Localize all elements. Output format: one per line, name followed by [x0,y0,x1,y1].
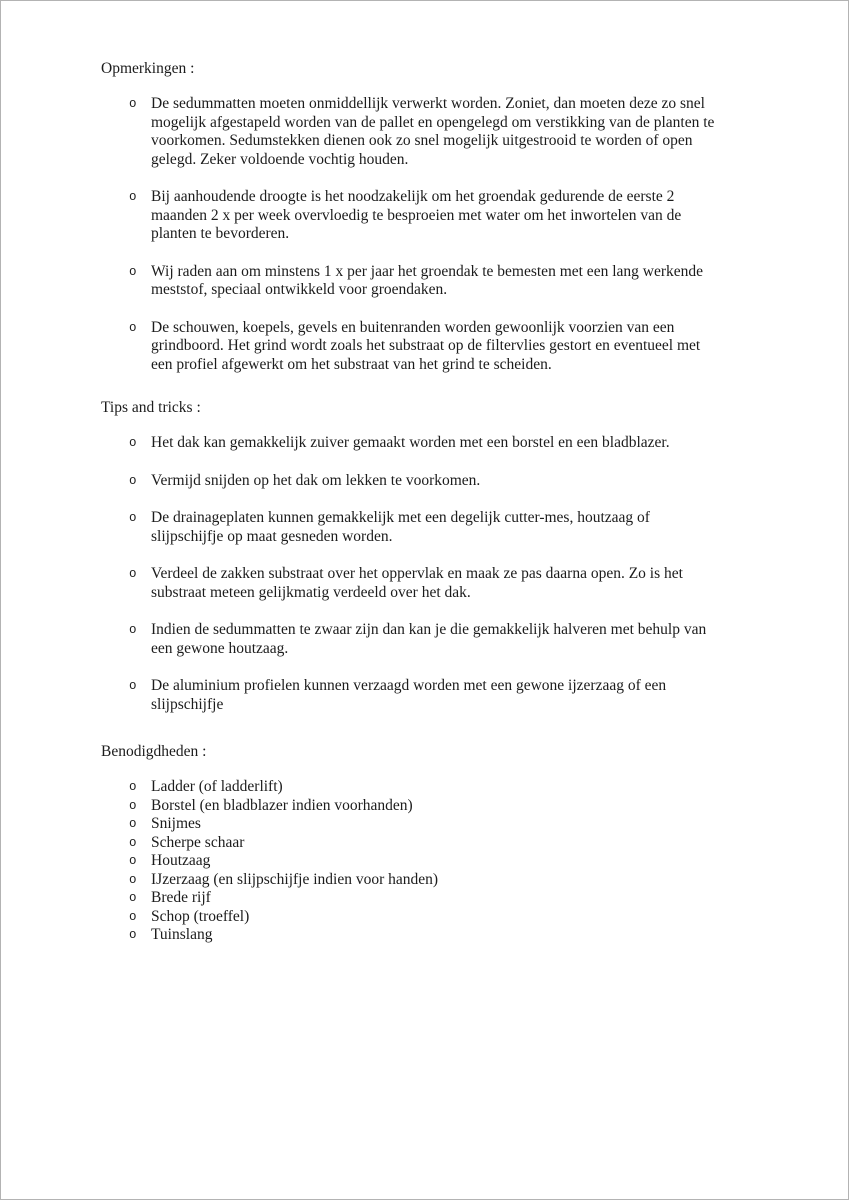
list-item-text: De schouwen, koepels, gevels en buitenranden worden gewoonlijk voorzien van een grindboord. Het grind wordt zoals het substraat op de filtervlies gestort en eventueel met een profiel afgewerkt om het substraat van het grind te scheiden. [151,318,701,373]
bullet-marker: o [129,891,137,905]
section-tips-and-tricks [101,398,738,714]
list-item-text: Ladder (of ladderlift) [151,778,283,795]
list-item-text: De sedummatten moeten onmiddellijk verwerkt worden. Zoniet, dan moeten deze zo snel mogelijk afgestapeld worden van de pallet en opengelegd om verstikking van de planten te voorkomen. Sedumstekken dienen ook zo snel mogelijk uitgestrooid te worden of open gelegd. Zeker voldoende vochtig houden. [151,95,715,168]
list-item [129,472,738,491]
section-opmerkingen [101,59,738,374]
list-item-text: Schop (troeffel) [151,907,250,925]
list-item-text: Brede rijf [151,889,211,906]
bullet-list-tips-and-tricks [101,434,738,714]
bullet-marker: o [129,264,137,279]
list-item [129,565,738,602]
section-heading-benodigdheden: Benodigdheden : [101,743,207,760]
list-item [129,95,738,169]
bullet-marker: o [129,835,137,850]
list-item [129,889,738,908]
list-item-text: De aluminium profielen kunnen verzaagd worden met een gewone ijzerzaag of een slijpschijfje [151,677,667,713]
list-item-text: Vermijd snijden op het dak om lekken te voorkomen. [151,471,481,489]
list-item [129,797,738,816]
section-heading-opmerkingen: Opmerkingen : [101,60,195,77]
list-item [129,434,738,453]
bullet-marker: o [129,190,137,204]
list-item-text: Verdeel de zakken substraat over het oppervlak en maak ze pas daarna open. Zo is het substraat meteen gelijkmatig verdeeld over het dak. [151,565,683,601]
list-item [129,677,738,714]
bullet-marker: o [129,817,137,831]
list-item [129,509,738,546]
list-item-text: Scherpe schaar [151,833,245,851]
list-item-text: Borstel (en bladblazer indien voorhanden) [151,796,413,814]
bullet-marker: o [129,511,137,525]
list-item-text: IJzerzaag (en slijpschijfje indien voor handen) [151,870,439,888]
list-item-text: Snijmes [151,815,201,832]
list-item [129,815,738,834]
list-item-text: Indien de sedummatten te zwaar zijn dan kan je die gemakkelijk halveren met behulp van een gewone houtzaag. [151,621,707,657]
bullet-list-benodigdheden [101,778,738,945]
bullet-marker: o [129,909,137,924]
list-item-text: Wij raden aan om minstens 1 x per jaar het groendak te bemesten met een lang werkende meststof, speciaal ontwikkeld voor groendaken. [151,262,703,298]
bullet-marker: o [129,872,137,887]
list-item-text: De drainageplaten kunnen gemakkelijk met een degelijk cutter-mes, houtzaag of slijpschijfje op maat gesneden worden. [151,509,650,545]
section-heading-tips-and-tricks: Tips and tricks : [101,399,201,416]
bullet-marker: o [129,473,137,488]
list-item-text: Bij aanhoudende droogte is het noodzakelijk om het groendak gedurende de eerste 2 maanden 2 x per week overvloedig te besproeien met water om het inwortelen van de planten te bevorderen. [151,188,682,242]
bullet-marker: o [129,928,137,942]
bullet-marker: o [129,798,137,813]
bullet-marker: o [129,320,137,335]
list-item [129,852,738,871]
list-item [129,908,738,927]
list-item [129,263,738,300]
list-item-text: Tuinslang [151,926,213,943]
list-item [129,871,738,890]
list-item [129,926,738,945]
document-content [1,1,848,945]
bullet-marker: o [129,623,137,637]
list-item [129,188,738,244]
list-item [129,778,738,797]
list-item-text: Houtzaag [151,852,211,869]
bullet-marker: o [129,567,137,581]
section-benodigdheden [101,742,738,945]
list-item [129,319,738,375]
bullet-marker: o [129,854,137,868]
bullet-marker: o [129,679,137,693]
list-item [129,621,738,658]
list-item [129,834,738,853]
bullet-marker: o [129,436,137,450]
bullet-list-opmerkingen [101,95,738,374]
list-item-text: Het dak kan gemakkelijk zuiver gemaakt worden met een borstel en een bladblazer. [151,434,670,451]
bullet-marker: o [129,780,137,794]
bullet-marker: o [129,97,137,111]
